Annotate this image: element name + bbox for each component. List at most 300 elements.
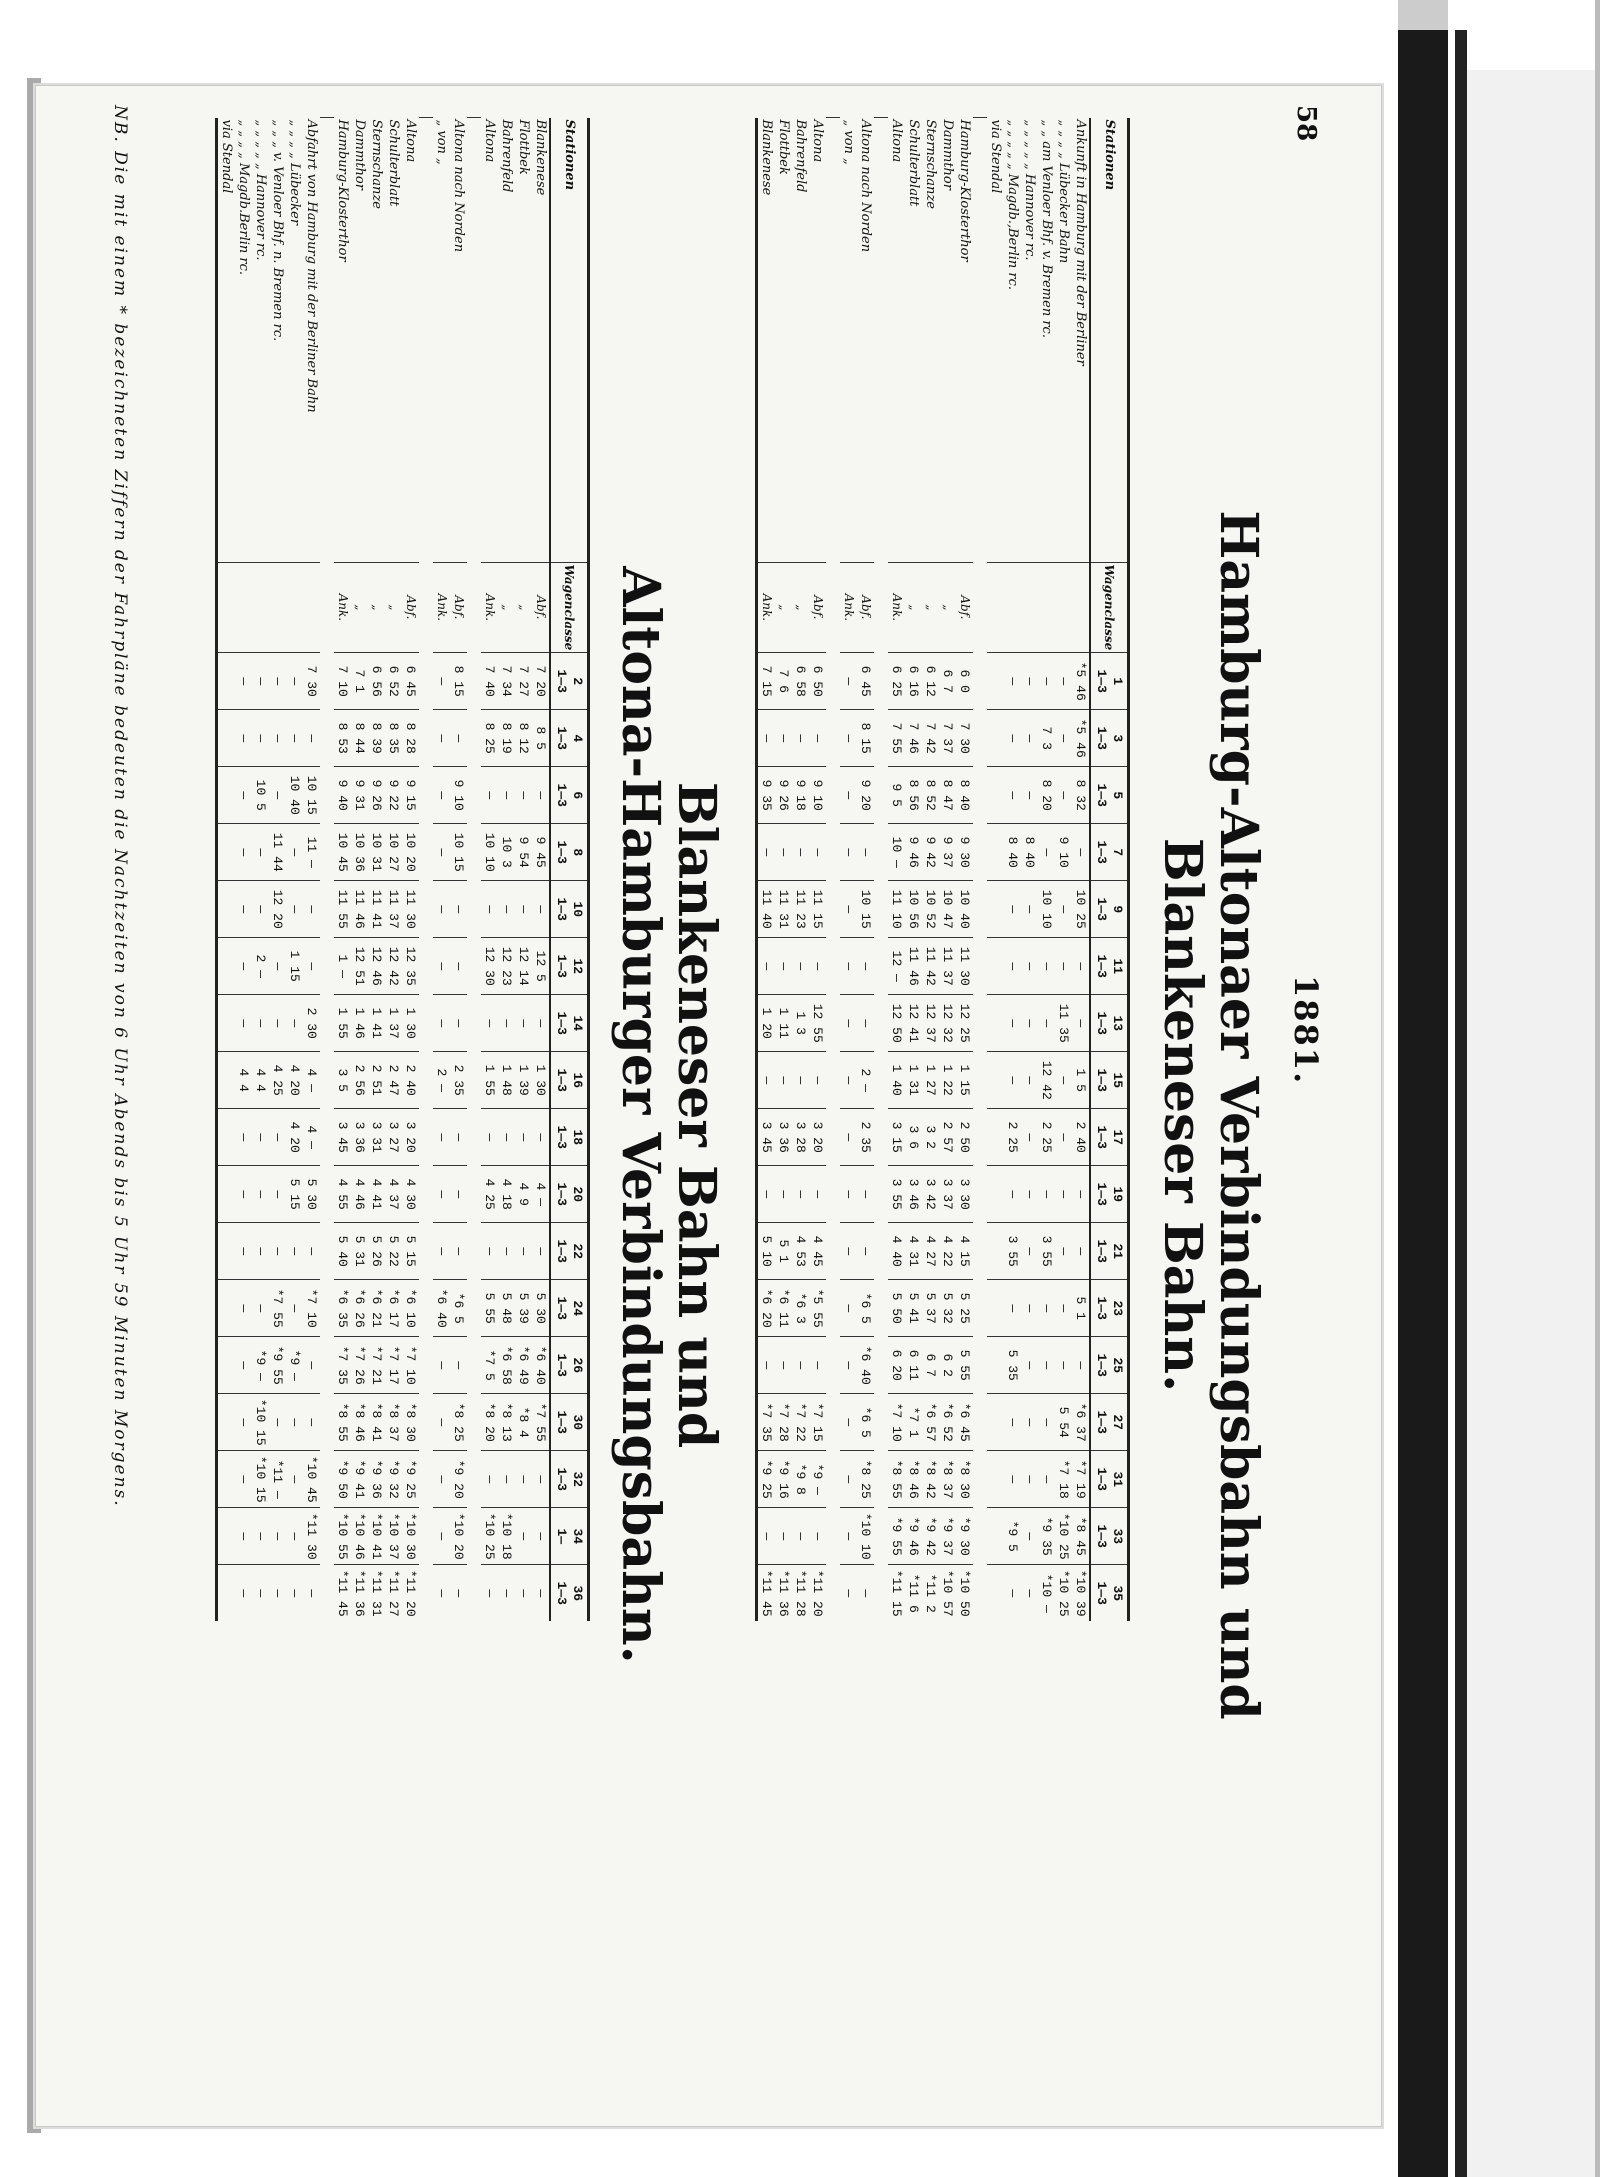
time-cell: *10 45 xyxy=(303,1451,320,1508)
time-cell: 8 19 xyxy=(498,710,515,767)
time-cell: 11 46 xyxy=(905,938,922,995)
time-cell: 2 30 xyxy=(303,995,320,1052)
time-cell: — xyxy=(757,1166,776,1223)
time-cell: — xyxy=(1021,938,1038,995)
station-name: Altona nach Norden xyxy=(451,119,466,253)
time-cell: 7 15 xyxy=(757,653,776,710)
class-header: Wagenclasse xyxy=(550,562,589,653)
train-column-header xyxy=(550,653,589,710)
time-cell: 3 15 xyxy=(888,1109,905,1166)
time-cell: — xyxy=(303,710,320,767)
time-cell: — xyxy=(498,1565,515,1622)
time-cell: 5 35 xyxy=(1004,1337,1021,1394)
time-cell: — xyxy=(1072,1337,1090,1394)
time-cell: — xyxy=(775,938,792,995)
time-cell: — xyxy=(235,1565,252,1622)
time-cell: 12 20 xyxy=(269,881,286,938)
time-cell: — xyxy=(515,995,532,1052)
time-cell: — xyxy=(269,1166,286,1223)
time-cell xyxy=(217,824,236,881)
page-number: 58 xyxy=(1291,105,1321,142)
station-name: „ „ „ „ „ Hannover rc. xyxy=(1022,119,1037,261)
time-cell: — xyxy=(840,1052,857,1109)
time-cell: *6 57 xyxy=(922,1394,939,1451)
time-cell xyxy=(217,1166,236,1223)
time-cell: — xyxy=(775,1337,792,1394)
car-class xyxy=(286,562,303,653)
train-column-header xyxy=(1090,1109,1129,1166)
table-row xyxy=(515,118,532,1622)
station-name: „ „ „ „ „ Hannover rc. xyxy=(253,119,268,261)
station-name: Blankenese xyxy=(533,119,548,196)
time-cell: 10 15 xyxy=(303,767,320,824)
time-cell: 9 10 xyxy=(1055,824,1072,881)
time-cell: — xyxy=(269,1508,286,1565)
time-cell: 4 31 xyxy=(905,1223,922,1280)
time-cell: *7 5 xyxy=(481,1337,498,1394)
time-cell: 10 15 xyxy=(857,881,874,938)
time-cell: 7 40 xyxy=(481,653,498,710)
time-cell: 7 27 xyxy=(515,653,532,710)
time-cell: — xyxy=(450,938,467,995)
stations-header: Stationen xyxy=(550,118,589,563)
time-cell: 3 45 xyxy=(334,1109,351,1166)
time-cell: 1 40 xyxy=(888,1052,905,1109)
time-cell: *8 25 xyxy=(857,1451,874,1508)
time-cell: 4 25 xyxy=(481,1166,498,1223)
car-class: Abf. xyxy=(956,562,973,653)
time-cell: *9 36 xyxy=(368,1451,385,1508)
time-cell: *6 5 xyxy=(857,1394,874,1451)
table-row xyxy=(775,118,792,1622)
time-cell: — xyxy=(792,1166,809,1223)
time-cell: 8 5 xyxy=(532,710,550,767)
time-cell: — xyxy=(809,1166,826,1223)
time-cell: 1 22 xyxy=(939,1052,956,1109)
time-cell: 6 50 xyxy=(809,653,826,710)
time-cell xyxy=(217,881,236,938)
time-cell: 8 32 xyxy=(1072,767,1090,824)
time-cell: 9 26 xyxy=(368,767,385,824)
train-classes: 1—3 xyxy=(554,840,569,864)
time-cell: — xyxy=(840,653,857,710)
car-class xyxy=(1055,562,1072,653)
time-cell: *8 45 xyxy=(1072,1508,1090,1565)
time-cell: 8 20 xyxy=(1038,767,1055,824)
time-cell: 5 48 xyxy=(498,1280,515,1337)
time-cell: 1 39 xyxy=(515,1052,532,1109)
station-name: Altona xyxy=(403,119,418,163)
time-cell xyxy=(987,653,1004,710)
time-cell: — xyxy=(775,1052,792,1109)
time-cell: — xyxy=(840,824,857,881)
time-cell: 5 55 xyxy=(481,1280,498,1337)
time-cell: 4 20 xyxy=(286,1109,303,1166)
time-cell xyxy=(217,653,236,710)
time-cell: 3 31 xyxy=(368,1109,385,1166)
time-cell: — xyxy=(1004,1280,1021,1337)
time-cell xyxy=(217,938,236,995)
time-cell: *8 55 xyxy=(334,1394,351,1451)
time-cell: — xyxy=(450,710,467,767)
time-cell: — xyxy=(303,1394,320,1451)
time-cell: — xyxy=(1038,1337,1055,1394)
time-cell: — xyxy=(1021,1223,1038,1280)
time-cell: *6 37 xyxy=(1072,1394,1090,1451)
train-number: 27 xyxy=(1110,1414,1125,1431)
time-cell: 7 20 xyxy=(532,653,550,710)
time-cell: 10 56 xyxy=(905,881,922,938)
time-cell: — xyxy=(840,767,857,824)
car-class: Abf. xyxy=(857,562,874,653)
time-cell: 9 5 xyxy=(888,767,905,824)
station-name: „ „ „ „ „ Magdb.,Berlin rc. xyxy=(1005,119,1020,291)
station-name: via Stendal xyxy=(988,119,1003,194)
train-number: 11 xyxy=(1110,958,1125,975)
time-cell: 1 46 xyxy=(351,995,368,1052)
time-cell: — xyxy=(515,767,532,824)
time-cell xyxy=(987,1223,1004,1280)
time-cell: *6 40 xyxy=(857,1337,874,1394)
time-cell: — xyxy=(1038,938,1055,995)
time-cell: 1 3 xyxy=(792,995,809,1052)
car-class: Ank. xyxy=(433,562,450,653)
car-class: „ xyxy=(775,562,792,653)
time-cell xyxy=(987,1394,1004,1451)
time-cell: 11 35 xyxy=(1055,995,1072,1052)
time-cell: — xyxy=(1021,710,1038,767)
train-column-header xyxy=(1090,1166,1129,1223)
time-cell: — xyxy=(1055,881,1072,938)
time-cell: *10 15 xyxy=(252,1451,269,1508)
time-cell: *6 3 xyxy=(792,1280,809,1337)
time-cell: 12 50 xyxy=(888,995,905,1052)
car-class: „ xyxy=(515,562,532,653)
time-cell: 8 39 xyxy=(368,710,385,767)
time-cell: — xyxy=(532,1508,550,1565)
time-cell: *9 50 xyxy=(334,1451,351,1508)
time-cell: — xyxy=(792,824,809,881)
time-cell: — xyxy=(433,1223,450,1280)
time-cell: — xyxy=(1004,938,1021,995)
time-cell: *9 — xyxy=(252,1337,269,1394)
time-cell: 3 27 xyxy=(385,1109,402,1166)
time-cell: — xyxy=(840,710,857,767)
train-number: 25 xyxy=(1110,1357,1125,1374)
time-cell: 4 27 xyxy=(922,1223,939,1280)
time-cell: — xyxy=(809,1508,826,1565)
train-column-header xyxy=(550,710,589,767)
time-cell: *6 17 xyxy=(385,1280,402,1337)
train-column-header xyxy=(550,1166,589,1223)
train-number: 12 xyxy=(570,958,585,975)
time-cell: 5 41 xyxy=(905,1280,922,1337)
time-cell: — xyxy=(1004,710,1021,767)
time-cell: — xyxy=(433,767,450,824)
train-column-header xyxy=(1090,1394,1129,1451)
train-column-header xyxy=(1090,995,1129,1052)
time-cell: — xyxy=(450,1166,467,1223)
time-cell: — xyxy=(235,1508,252,1565)
time-cell: — xyxy=(235,1451,252,1508)
time-cell: — xyxy=(433,1394,450,1451)
time-cell: — xyxy=(1072,938,1090,995)
time-cell xyxy=(987,710,1004,767)
time-cell: — xyxy=(269,653,286,710)
time-cell: — xyxy=(1055,1337,1072,1394)
time-cell: 5 39 xyxy=(515,1280,532,1337)
time-cell: *7 55 xyxy=(269,1280,286,1337)
time-cell: — xyxy=(286,653,303,710)
time-cell: 2 35 xyxy=(450,1052,467,1109)
time-cell: 5 22 xyxy=(385,1223,402,1280)
time-cell: 6 7 xyxy=(939,653,956,710)
time-cell: — xyxy=(433,1451,450,1508)
time-cell: *11 31 xyxy=(368,1565,385,1622)
table-row xyxy=(939,118,956,1622)
time-cell: 2 56 xyxy=(351,1052,368,1109)
car-class: „ xyxy=(498,562,515,653)
time-cell: 5 31 xyxy=(351,1223,368,1280)
time-cell: — xyxy=(792,710,809,767)
time-cell xyxy=(217,1109,236,1166)
time-cell: 12 35 xyxy=(402,938,419,995)
time-cell: — xyxy=(857,1565,874,1622)
time-cell: 4 41 xyxy=(368,1166,385,1223)
car-class xyxy=(1004,562,1021,653)
time-cell xyxy=(217,1337,236,1394)
time-cell: 11 37 xyxy=(939,938,956,995)
time-cell: 9 20 xyxy=(857,767,874,824)
time-cell: 1 27 xyxy=(922,1052,939,1109)
train-classes: 1— xyxy=(554,1528,569,1545)
time-cell: 12 14 xyxy=(515,938,532,995)
time-cell: — xyxy=(252,1280,269,1337)
time-cell: 9 45 xyxy=(532,824,550,881)
train-classes: 1—3 xyxy=(1094,1011,1109,1035)
car-class xyxy=(217,562,236,653)
train-classes: 1—3 xyxy=(1094,1353,1109,1377)
time-cell xyxy=(987,1280,1004,1337)
time-cell: — xyxy=(481,1109,498,1166)
car-class: „ xyxy=(351,562,368,653)
time-cell: *7 1 xyxy=(905,1394,922,1451)
time-cell: 9 10 xyxy=(450,767,467,824)
table-row xyxy=(402,118,419,1622)
time-cell: 1 5 xyxy=(1072,1052,1090,1109)
time-cell: 2 25 xyxy=(1004,1109,1021,1166)
time-cell: — xyxy=(1004,1451,1021,1508)
time-cell: *7 10 xyxy=(303,1280,320,1337)
time-cell: *7 15 xyxy=(809,1394,826,1451)
train-classes: 1—3 xyxy=(554,1467,569,1491)
time-cell: — xyxy=(775,824,792,881)
time-cell: — xyxy=(450,1337,467,1394)
time-cell: 1 11 xyxy=(775,995,792,1052)
time-cell: — xyxy=(532,1223,550,1280)
time-cell: — xyxy=(286,824,303,881)
train-column-header xyxy=(550,995,589,1052)
time-cell: *10 25 xyxy=(481,1508,498,1565)
time-cell: *5 55 xyxy=(809,1280,826,1337)
time-cell: — xyxy=(840,1451,857,1508)
time-cell: 12 25 xyxy=(956,995,973,1052)
time-cell: — xyxy=(235,824,252,881)
station-name: Blankenese xyxy=(759,119,774,196)
time-cell: — xyxy=(809,938,826,995)
table-row xyxy=(809,118,826,1622)
time-cell: 1 — xyxy=(334,938,351,995)
time-cell: 7 10 xyxy=(334,653,351,710)
time-cell: 5 10 xyxy=(757,1223,776,1280)
time-cell: 10 40 xyxy=(956,881,973,938)
train-number: 20 xyxy=(570,1186,585,1203)
class-header: Wagenclasse xyxy=(1090,562,1129,653)
time-cell: 8 40 xyxy=(956,767,973,824)
time-cell: — xyxy=(792,1337,809,1394)
time-cell: 6 20 xyxy=(888,1337,905,1394)
time-cell: *10 50 xyxy=(956,1565,973,1622)
train-classes: 1—3 xyxy=(1094,726,1109,750)
time-cell: — xyxy=(450,1109,467,1166)
time-cell: 3 36 xyxy=(775,1109,792,1166)
time-cell: *10 30 xyxy=(402,1508,419,1565)
car-class: Abf. xyxy=(402,562,419,653)
time-cell: 4 20 xyxy=(286,1052,303,1109)
time-cell: *11 15 xyxy=(888,1565,905,1622)
time-cell: — xyxy=(433,824,450,881)
time-cell: 7 34 xyxy=(498,653,515,710)
time-cell: — xyxy=(757,710,776,767)
time-cell: 5 30 xyxy=(303,1166,320,1223)
time-cell: *9 5 xyxy=(1004,1508,1021,1565)
time-cell: *10 25 xyxy=(1055,1565,1072,1622)
time-cell: 11 46 xyxy=(351,881,368,938)
time-cell: — xyxy=(1004,653,1021,710)
time-cell: 4 18 xyxy=(498,1166,515,1223)
time-cell: *6 11 xyxy=(775,1280,792,1337)
train-number: 17 xyxy=(1110,1129,1125,1146)
time-cell: *8 13 xyxy=(498,1394,515,1451)
time-cell: 10 10 xyxy=(481,824,498,881)
time-cell xyxy=(217,1565,236,1622)
time-cell: 4 4 xyxy=(252,1052,269,1109)
station-name: „ „ „ „ Magdb.Berlin rc. xyxy=(236,119,251,276)
time-cell: *6 45 xyxy=(956,1394,973,1451)
time-cell: — xyxy=(235,1394,252,1451)
time-cell: 3 6 xyxy=(905,1109,922,1166)
table-row xyxy=(286,118,303,1622)
time-cell: *9 25 xyxy=(402,1451,419,1508)
time-cell: 9 46 xyxy=(905,824,922,881)
time-cell: 10 45 xyxy=(334,824,351,881)
table-row xyxy=(840,118,857,1622)
time-cell: — xyxy=(235,1280,252,1337)
time-cell: — xyxy=(235,1109,252,1166)
train-classes: 1—3 xyxy=(1094,1410,1109,1434)
time-cell: 10 20 xyxy=(402,824,419,881)
time-cell: *9 37 xyxy=(939,1508,956,1565)
time-cell: *7 18 xyxy=(1055,1451,1072,1508)
time-cell xyxy=(217,1508,236,1565)
station-name: Flottbek xyxy=(776,119,791,175)
time-cell: 5 15 xyxy=(402,1223,419,1280)
station-name: Altona xyxy=(482,119,497,163)
time-cell xyxy=(217,1451,236,1508)
time-cell: — xyxy=(1055,767,1072,824)
time-cell: 6 2 xyxy=(939,1337,956,1394)
car-class xyxy=(252,562,269,653)
time-cell: — xyxy=(515,1508,532,1565)
train-classes: 1—3 xyxy=(1094,1125,1109,1149)
time-cell: — xyxy=(433,710,450,767)
time-cell: — xyxy=(450,1565,467,1622)
time-cell: 8 25 xyxy=(481,710,498,767)
time-cell: 11 10 xyxy=(888,881,905,938)
time-cell: *6 35 xyxy=(334,1280,351,1337)
time-cell: — xyxy=(1055,1052,1072,1109)
time-cell: — xyxy=(809,824,826,881)
train-classes: 1—3 xyxy=(554,1410,569,1434)
time-cell: *9 25 xyxy=(757,1451,776,1508)
car-class: Abf. xyxy=(450,562,467,653)
spacer-row xyxy=(826,118,840,1622)
station-name: Bahrenfeld xyxy=(793,119,808,193)
time-cell: 9 54 xyxy=(515,824,532,881)
time-cell: — xyxy=(1021,1508,1038,1565)
time-cell: *7 55 xyxy=(532,1394,550,1451)
time-cell: 11 55 xyxy=(334,881,351,938)
time-cell: — xyxy=(1021,995,1038,1052)
time-cell: *8 37 xyxy=(939,1451,956,1508)
time-cell: 3 5 xyxy=(334,1052,351,1109)
time-cell: — xyxy=(1038,1451,1055,1508)
train-column-header xyxy=(1090,1337,1129,1394)
car-class xyxy=(269,562,286,653)
time-cell: 11 37 xyxy=(385,881,402,938)
table-row xyxy=(498,118,515,1622)
time-cell: 12 37 xyxy=(922,995,939,1052)
table-row xyxy=(956,118,973,1622)
time-cell: *7 21 xyxy=(368,1337,385,1394)
time-cell: *10 39 xyxy=(1072,1565,1090,1622)
train-number: 30 xyxy=(570,1414,585,1431)
time-cell: — xyxy=(840,1109,857,1166)
time-cell: *9 32 xyxy=(385,1451,402,1508)
time-cell: 8 35 xyxy=(385,710,402,767)
time-cell: — xyxy=(757,938,776,995)
time-cell: 11 15 xyxy=(809,881,826,938)
time-cell: *9 — xyxy=(286,1337,303,1394)
time-cell: — xyxy=(252,1565,269,1622)
time-cell: 10 36 xyxy=(351,824,368,881)
train-number: 6 xyxy=(570,791,585,800)
time-cell: *5 46 xyxy=(1072,710,1090,767)
time-cell: — xyxy=(775,1508,792,1565)
train-number: 32 xyxy=(570,1471,585,1488)
table-row xyxy=(1021,118,1038,1622)
time-cell: *11 45 xyxy=(757,1565,776,1622)
time-cell: *7 22 xyxy=(792,1394,809,1451)
time-cell xyxy=(217,1223,236,1280)
time-cell: — xyxy=(857,938,874,995)
table-row xyxy=(905,118,922,1622)
car-class: „ xyxy=(939,562,956,653)
train-classes: 1—3 xyxy=(554,726,569,750)
train-classes: 1—3 xyxy=(554,954,569,978)
time-cell xyxy=(987,995,1004,1052)
time-cell: *6 20 xyxy=(757,1280,776,1337)
